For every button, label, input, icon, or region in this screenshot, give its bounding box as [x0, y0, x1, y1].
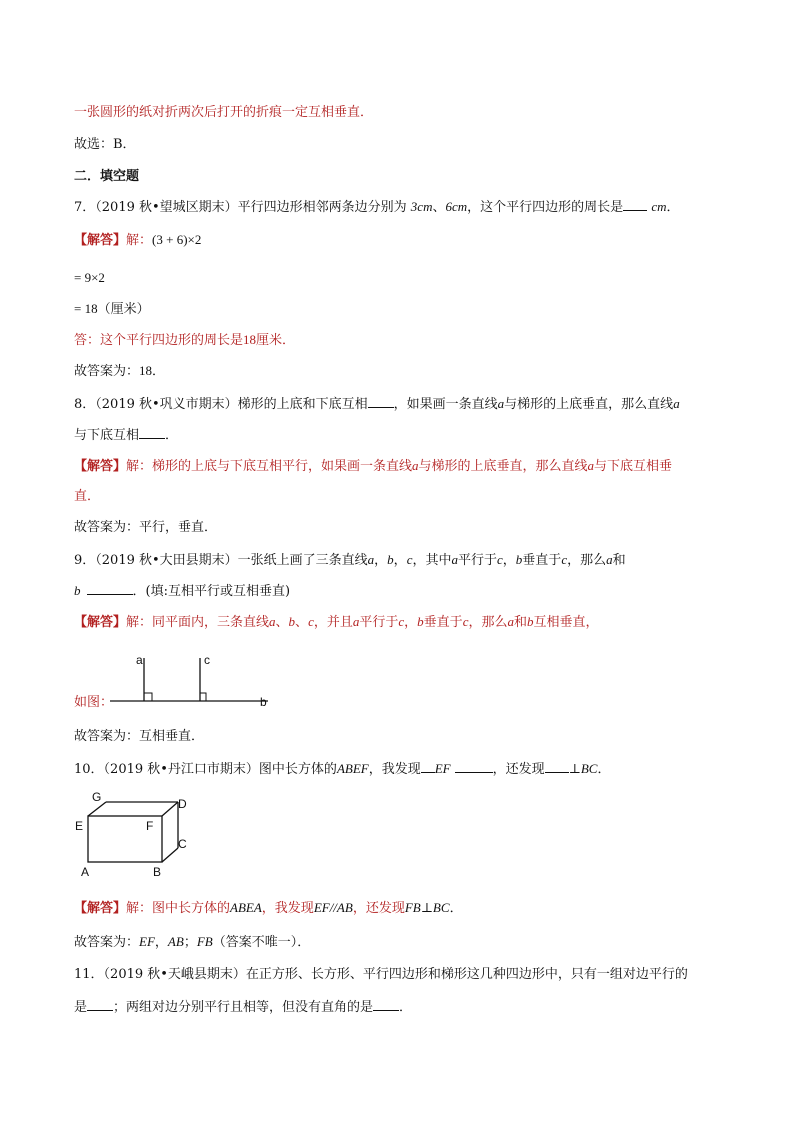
q9-stem-2: ，其中 [412, 553, 452, 568]
q9-stem-7: 和 [612, 553, 626, 568]
q7-answer-label: 解： [126, 233, 153, 248]
q8-answer-var-a: a [587, 458, 595, 473]
question-9-line-2 [74, 582, 290, 601]
q10-final-sep: ， [154, 935, 168, 950]
q7-calc-3-value: = 18 [74, 301, 98, 316]
q10-answer-face: ABEA [230, 900, 262, 915]
q10-answer-text-1: 解：图中长方体的 [126, 901, 231, 916]
q8-answer-text-3: 与下底互相垂 [594, 459, 673, 474]
q9-var-a: a [606, 552, 613, 567]
q10-answer-text-2: ，我发现 [261, 901, 314, 916]
answer-blank [87, 998, 113, 1011]
q10-final-note: （答案不唯一）． [212, 935, 311, 950]
q11-stem-1: 是 [74, 1000, 88, 1015]
q8-var-a: a [673, 396, 680, 411]
q10-edge-ef: EF [434, 761, 451, 776]
q9-stem-5: 垂直于 [522, 553, 562, 568]
q10-vertex-e: E [75, 819, 84, 833]
q9-stem-3: 平行于 [457, 553, 497, 568]
q7-end: ． [666, 200, 680, 215]
q9-var-b: b [387, 552, 394, 567]
q10-final-sep: ； [183, 935, 197, 950]
q7-separator: 、 [432, 200, 446, 215]
q9-answer-text-7: 和 [513, 615, 527, 630]
section-heading: 二．填空题 [74, 169, 140, 184]
q8-answer-line-1 [74, 457, 672, 476]
q9-answer-var-b: b [288, 614, 296, 629]
question-8-line-1 [74, 395, 680, 414]
q8-stem-1: 8．（2019 秋•巩义市期末）梯形的上底和下底互相 [74, 397, 368, 412]
q10-final-answer [74, 933, 310, 952]
q10-vertex-d: D [178, 797, 187, 811]
q9-var-b: b [74, 583, 81, 598]
q10-face-abef: ABEF [336, 761, 369, 776]
q7-calc-2: = 9×2 [74, 270, 105, 285]
q8-answer-text-2: 与梯形的上底垂直，那么直线 [418, 459, 588, 474]
question-7 [74, 198, 680, 217]
q10-answer [74, 899, 463, 918]
q9-answer-var-b: b [417, 614, 424, 629]
q9-comma: ， [393, 553, 407, 568]
q9-figure-label: 如图： [74, 695, 114, 710]
q9-var-a: a [451, 552, 458, 567]
q10-vertex-a: A [81, 865, 90, 879]
answer-blank [455, 760, 493, 773]
q8-stem-5: ． [165, 428, 179, 443]
q7-conclusion [74, 331, 295, 350]
q7-side-b: 6cm [445, 199, 468, 214]
q9-answer-text-4: ， [404, 615, 418, 630]
q8-answer-var-a: a [412, 458, 419, 473]
q9-answer-var-c: c [308, 614, 314, 629]
q9-comma: ， [374, 553, 388, 568]
q11-stem-3: ． [399, 1000, 413, 1015]
q9-var-c: c [561, 552, 568, 567]
q10-stem-3: ，还发现 [492, 762, 545, 777]
q9-answer-text-6: ，那么 [468, 615, 508, 630]
question-11-line-2 [74, 998, 412, 1017]
solution-text-line: 一张圆形的纸对折两次后打开的折痕一定互相垂直． [74, 105, 374, 120]
q10-vertex-g: G [92, 790, 102, 804]
q9-stem-8: ．(填:互相平行或互相垂直) [132, 584, 291, 599]
q10-answer-text-3: ，还发现 [352, 901, 405, 916]
q10-answer-parallel: EF//AB [313, 900, 353, 915]
q9-answer-var-a: a [352, 614, 360, 629]
q9-stem-1: 9．（2019 秋•大田县期末）一张纸上画了三条直线 [74, 553, 368, 568]
q9-line-figure [110, 644, 280, 714]
q7-conclusion-unit: 厘米． [256, 333, 296, 348]
q10-answer-end: ． [449, 901, 463, 916]
q9-dun: 、 [295, 615, 309, 630]
q10-vertex-f: F [146, 819, 154, 833]
q9-answer-var-c: c [398, 614, 405, 629]
q9-answer-text-2: ，并且 [313, 615, 353, 630]
q8-var-a: a [497, 396, 505, 411]
answer-blank [623, 198, 647, 211]
q10-stem-1: 10．（2019 秋•丹江口市期末）图中长方体的 [74, 762, 337, 777]
q7-conclusion-text: 答：这个平行四边形的周长是 [74, 333, 244, 348]
answer-tag: 【解答】 [74, 233, 127, 248]
answer-tag: 【解答】 [74, 615, 127, 630]
q8-stem-4: 与下底互相 [74, 428, 140, 443]
answer-blank [545, 760, 569, 773]
final-answer-label: 故答案为： [74, 935, 140, 950]
q9-var-c: c [497, 552, 503, 567]
q9-fig-label-b: b [260, 695, 267, 709]
q10-final-ab: AB [167, 934, 184, 949]
q11-stem-2: ；两组对边分别平行且相等，但没有直角的是 [113, 1000, 374, 1015]
q8-answer-text-1: 解：梯形的上底与下底互相平行，如果画一条直线 [126, 459, 413, 474]
q9-fig-label-a: a [136, 653, 143, 667]
q10-stem-4: ． [597, 762, 611, 777]
q7-side-a: 3cm [410, 199, 433, 214]
q8-stem-3: 与梯形的上底垂直，那么直线 [504, 397, 674, 412]
q9-answer-text-1: 解：同平面内，三条直线 [126, 615, 270, 630]
q9-answer-var-a: a [269, 614, 276, 629]
question-8-line-2 [74, 426, 178, 445]
q9-var-c: c [406, 552, 413, 567]
q10-vertex-c: C [178, 837, 187, 851]
q7-conclusion-value: 18 [243, 332, 257, 347]
q10-cuboid-figure [72, 790, 202, 880]
q9-answer-text-8: 互相垂直， [533, 615, 599, 630]
question-10 [74, 760, 610, 779]
q7-final-answer [74, 362, 165, 381]
q7-calc-1: (3 + 6)×2 [152, 232, 202, 247]
answer-blank [368, 395, 394, 408]
question-11-line-1: 11．（2019 秋•天峨县期末）在正方形、长方形、平行四边形和梯形这几种四边形中，只有一组对边平行的 [74, 967, 688, 982]
q9-var-a: a [367, 552, 375, 567]
q8-stem-2: ，如果画一条直线 [393, 397, 498, 412]
q7-stem-mid: ，这个平行四边形的周长是 [467, 200, 624, 215]
q7-unit: cm [651, 199, 667, 214]
q9-answer-var-a: a [507, 614, 514, 629]
question-9-line-1 [74, 551, 626, 570]
q9-dun: 、 [275, 615, 289, 630]
q10-stem-2: ，我发现 [368, 762, 421, 777]
q9-stem-4: ， [502, 553, 516, 568]
q10-vertex-b: B [153, 865, 162, 879]
q8-final-answer: 故答案为：平行，垂直． [74, 520, 218, 535]
answer-blank [139, 426, 165, 439]
q10-perp-bc: ⊥BC [568, 761, 598, 776]
answer-blank [421, 760, 435, 773]
answer-blank [373, 998, 399, 1011]
q9-answer-var-c: c [462, 614, 469, 629]
answer-blank [87, 582, 133, 595]
q9-fig-label-c: c [204, 653, 210, 667]
q10-answer-perpendicular: FB⊥BC [404, 900, 450, 915]
q7-calc-3 [74, 300, 150, 319]
q7-stem: 7．（2019 秋•望城区期末）平行四边形相邻两条边分别为 [74, 200, 407, 215]
final-answer-label: 故答案为： [74, 364, 140, 379]
answer-tag: 【解答】 [74, 459, 127, 474]
q10-final-fb: FB [196, 934, 213, 949]
q7-answer-head [74, 231, 201, 250]
q9-stem-6: ，那么 [567, 553, 607, 568]
q10-final-ef: EF [139, 934, 155, 949]
q7-final-value: 18． [139, 363, 166, 378]
q9-answer-var-b: b [527, 614, 534, 629]
q9-answer-text-5: 垂直于 [423, 615, 463, 630]
q9-answer-text-3: 平行于 [359, 615, 399, 630]
q9-var-b: b [515, 552, 523, 567]
q9-answer [74, 613, 599, 632]
answer-tag: 【解答】 [74, 901, 127, 916]
choice-answer: 故选：B． [74, 137, 136, 152]
q9-final-answer: 故答案为：互相垂直． [74, 729, 205, 744]
q8-answer-line-2: 直． [74, 489, 101, 504]
q7-calc-3-unit: （厘米） [97, 302, 150, 317]
